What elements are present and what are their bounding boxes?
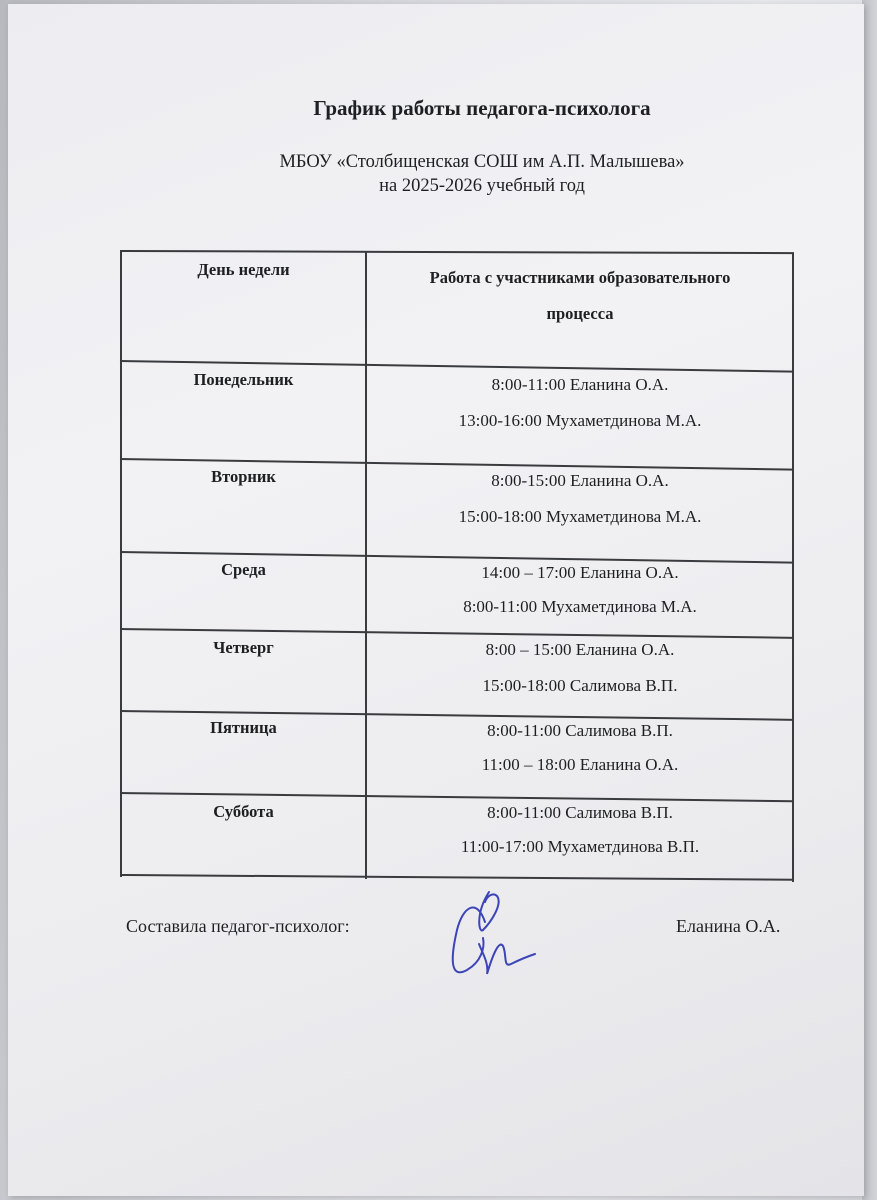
schedule-cell-line: 8:00-11:00 Салимова В.П. [487, 803, 673, 822]
document-sheet [8, 4, 864, 1196]
schedule-cell-line: 15:00-18:00 Мухаметдинова М.А. [458, 507, 702, 526]
schedule-cell-line: 8:00-11:00 Салимова В.П. [487, 721, 673, 740]
compiled-by-label: Составила педагог-психолог: [126, 916, 350, 936]
schedule-cell-line: 8:00 – 15:00 Еланина О.А. [485, 640, 675, 659]
schedule-cell-line: 8:00-11:00 Еланина О.А. [491, 375, 669, 394]
school-name: МБОУ «Столбищенская СОШ им А.П. Малышева» [279, 152, 685, 172]
day-cell: Вторник [211, 467, 276, 486]
compiler-name: Еланина О.А. [676, 916, 781, 936]
day-cell: Понедельник [193, 370, 294, 389]
schedule-cell-line: 15:00-18:00 Салимова В.П. [482, 676, 678, 695]
schedule-cell-line: 8:00-11:00 Мухаметдинова М.А. [463, 597, 697, 616]
handwritten-signature [433, 884, 543, 989]
header-work-line2: процесса [546, 304, 614, 323]
schedule-cell-line: 14:00 – 17:00 Еланина О.А. [481, 563, 679, 582]
schedule-cell-line: 11:00 – 18:00 Еланина О.А. [481, 755, 679, 774]
header-work-line1: Работа с участниками образовательного [429, 268, 731, 287]
day-cell: Пятница [210, 718, 277, 737]
academic-year: на 2025-2026 учебный год [379, 176, 585, 196]
day-cell: Среда [221, 560, 266, 579]
document-title: График работы педагога-психолога [313, 96, 651, 120]
header-day: День недели [197, 260, 290, 279]
day-cell: Суббота [213, 802, 274, 821]
schedule-cell-line: 13:00-16:00 Мухаметдинова М.А. [458, 411, 702, 430]
schedule-cell-line: 8:00-15:00 Еланина О.А. [491, 471, 669, 490]
schedule-cell-line: 11:00-17:00 Мухаметдинова В.П. [460, 837, 700, 856]
day-cell: Четверг [213, 638, 274, 657]
